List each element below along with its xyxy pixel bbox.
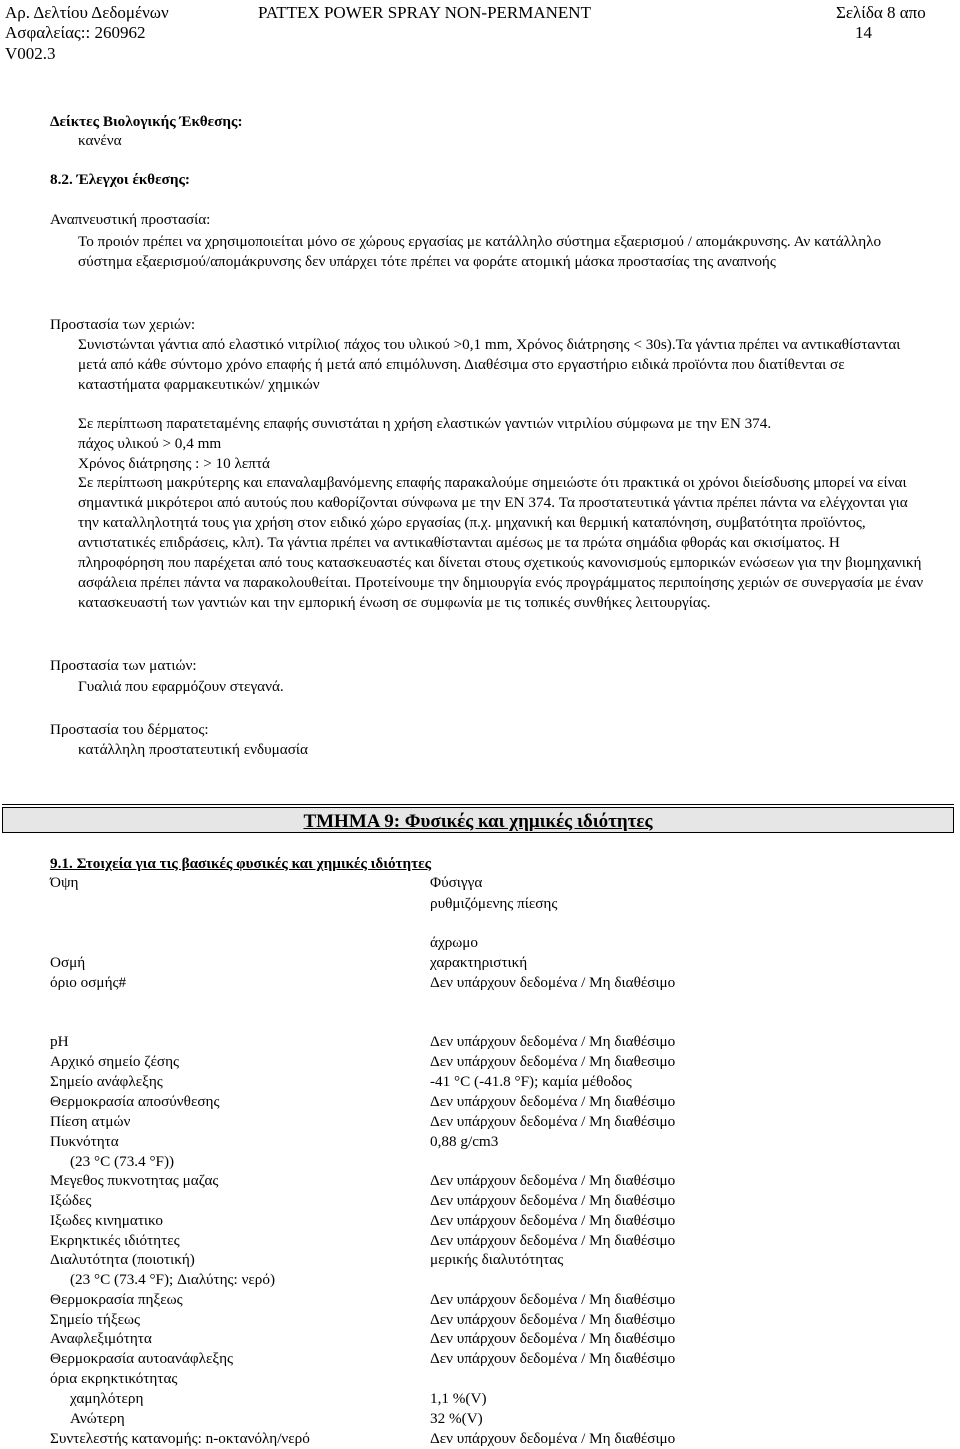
hand-protection-text-5: Σε περίπτωση μακρύτερης και επαναλαμβανόμενης επαφής παρακαλούμε σημειώστε ότι πρακτικά οι χρόνοι διείσδυσης μπορεί να είναι σημαντικά μικρότεροι από αυτούς που καθορίζονται σύνφωνα με την EN 374. Τα προστατευτικά γάντια πρέπει πάντα να ελέγχονται για την καταλληλοτητά τους για χρήση στον ειδικό χώρο εργασίας (π.χ. μηχανική και θερμική καταπόνηση, συμβατότητα προϊόντος, αντιστατικές επιδράσεις, κλπ). Τα γάντια πρέπει να αντικαθίστανται αμέσως με τα πρώτα σημάδια φθοράς και σκισίματος. Η πληροφόρηση που παρέχεται από τους κατασκευαστές και δίνεται στους σχετικούς κανονισμούς εμπορικών ενώσεων για την βιομηχανική ασφάλεια πρέπει πάντα να παρακολουθείται. Προτείνουμε την δημιουργία ενός προγράμματος περιποίησης χεριών σε συνεργασία με έναν κατασκευαστή των γαντιών και την εμπορική ένωση σε συμφωνία με τις τοπικές συνθήκες λειτουργίας. (78, 474, 924, 611)
hand-protection-text-4: Χρόνος διάτρησης : > 10 λεπτά (78, 455, 271, 472)
property-value: 1,1 %(V) (430, 1390, 487, 1407)
property-value: Δεν υπάρχουν δεδομένα / Μη διαθέσιμο (430, 1311, 676, 1328)
eye-protection-label: Προστασία των ματιών: (50, 657, 197, 674)
property-value: μερικής διαλυτότητας (430, 1251, 564, 1268)
section-9-title: ΤΜΗΜΑ 9: Φυσικές και χημικές ιδιότητες (303, 811, 653, 832)
header-document-id: Ασφαλείας:: 260962 (5, 23, 146, 42)
property-label: Πυκνότητα (50, 1133, 119, 1150)
property-label: Πίεση ατμών (50, 1113, 131, 1130)
section-divider-line (2, 804, 954, 805)
property-value: -41 °C (-41.8 °F); καμία μέθοδος (430, 1073, 632, 1090)
property-label: Αρχικό σημείο ζέσης (50, 1053, 180, 1070)
property-value: Δεν υπάρχουν δεδομένα / Μη διαθέσιμο (430, 1093, 676, 1110)
skin-protection-label: Προστασία του δέρματος: (50, 721, 209, 738)
header-product-name: PATTEX POWER SPRAY NON-PERMANENT (258, 3, 591, 22)
header-document-number: Αρ. Δελτίου Δεδομένων (5, 3, 169, 22)
property-value: Δεν υπάρχουν δεδομένα / Μη διαθέσιμο (430, 1192, 676, 1209)
property-label: όρια εκρηκτικότητας (50, 1370, 178, 1387)
hand-protection-text-1: Συνιστώνται γάντια από ελαστικό νιτρίλιο( πάχος του υλικού >0,1 mm, Χρόνος διάτρησης < 30s).Τα γάντια πρέπει να αντικαθίστανται μετά από κάθε σύντομο χρόνο επαφής ή μετά από επιμόλυνση. Διαθέσιμα στο εργαστήριο ειδικά προϊόντα που διατίθενται σε καταστήματα φαρμακευτικών/ χημικών (78, 336, 901, 393)
property-value: Δεν υπάρχουν δεδομένα / Μη διαθέσιμο (430, 1291, 676, 1308)
hand-protection-text-3: πάχος υλικού > 0,4 mm (78, 435, 222, 452)
hand-protection-text-2: Σε περίπτωση παρατεταμένης επαφής συνιστάται η χρήση ελαστικών γαντιών νιτριλίου σύμφωνα με την EN 374. (78, 415, 772, 432)
exposure-controls-heading: 8.2. Έλεγχοι έκθεσης: (50, 171, 190, 188)
bio-indices-value: κανένα (78, 132, 122, 149)
property-label: Διαλυτότητα (ποιοτική) (50, 1251, 195, 1268)
property-label: Σημείο τήξεως (50, 1311, 140, 1328)
respiratory-protection-label: Αναπνευστική προστασία: (50, 211, 211, 228)
property-label: Όψη (50, 874, 79, 891)
property-label: Εκρηκτικές ιδιότητες (50, 1232, 180, 1249)
property-label: Συντελεστής κατανομής: n-οκτανόλη/νερό (50, 1430, 310, 1447)
property-label: Ιξωδες κινηματικο (50, 1212, 163, 1229)
property-label: Οσμή (50, 954, 86, 971)
property-value: ρυθμιζόμενης πίεσης (430, 895, 558, 912)
property-label: Θερμοκρασία πηξεως (50, 1291, 183, 1308)
header-version: V002.3 (5, 44, 56, 63)
property-label: χαμηλότερη (70, 1390, 144, 1407)
property-label: pH (50, 1033, 69, 1050)
property-value: χαρακτηριστική (430, 954, 528, 971)
property-value: Δεν υπάρχουν δεδομένα / Μη διαθέσιμο (430, 1330, 676, 1347)
respiratory-protection-text: Το προιόν πρέπει να χρησιμοποιείται μόνο σε χώρους εργασίας με κατάλληλο σύστημα εξαερισμού / απομάκρυνσης. Αν κατάλληλο σύστημα εξαερισμού/απομάκρυνσης δεν υπάρχει τότε πρέπει να φοράτε ατομική μάσκα προστασίας της αναπνοής (78, 233, 882, 270)
header-page-total: 14 (855, 23, 872, 42)
hand-protection-label: Προστασία των χεριών: (50, 316, 196, 333)
property-value: Δεν υπάρχουν δεδομένα / Μη διαθέσιμο (430, 1172, 676, 1189)
property-label: Ανώτερη (70, 1410, 125, 1427)
property-label: (23 °C (73.4 °F)) (70, 1153, 175, 1170)
property-label: Ιξώδες (50, 1192, 92, 1209)
skin-protection-text: κατάλληλη προστατευτική ενδυμασία (78, 741, 308, 758)
property-label: Αναφλεξιμότητα (50, 1330, 152, 1347)
property-value: άχρωμο (430, 934, 479, 951)
header-page-label: Σελίδα 8 απο (836, 3, 926, 22)
property-label: Θερμοκρασία αυτοανάφλεξης (50, 1350, 234, 1367)
property-value: Δεν υπάρχουν δεδομένα / Μη διαθέσιμο (430, 974, 676, 991)
property-value: Δεν υπάρχουν δεδομένα / Μη διαθέσιμο (430, 1232, 676, 1249)
property-value: Δεν υπάρχουν δεδομένα / Μη διαθέσιμο (430, 1033, 676, 1050)
property-label: Θερμοκρασία αποσύνθεσης (50, 1093, 220, 1110)
property-value: Δεν υπάρχουν δεδομένα / Μη διαθέσιμο (430, 1430, 676, 1447)
property-label: Μεγεθος πυκνοτητας μαζας (50, 1172, 219, 1189)
property-value: 32 %(V) (430, 1410, 483, 1427)
property-label: (23 °C (73.4 °F); Διαλύτης: νερό) (70, 1271, 276, 1288)
property-value: Δεν υπάρχουν δεδομένα / Μη διαθέσιμο (430, 1212, 676, 1229)
property-value: Φύσιγγα (430, 874, 483, 891)
section-9-title-wrapper (3, 810, 953, 835)
section-9-banner (2, 807, 954, 833)
property-label: Σημείο ανάφλεξης (50, 1073, 163, 1090)
property-value: Δεν υπάρχουν δεδομένα / Μη διαθέσιμο (430, 1113, 676, 1130)
property-label: όριο οσμής# (50, 974, 127, 991)
property-value: 0,88 g/cm3 (430, 1133, 499, 1150)
eye-protection-text: Γυαλιά που εφαρμόζουν στεγανά. (78, 678, 284, 695)
bio-indices-heading: Δείκτες Βιολογικής Έκθεσης: (50, 113, 243, 130)
section-9-1-heading: 9.1. Στοιχεία για τις βασικές φυσικές και χημικές ιδιότητες (50, 855, 432, 872)
property-value: Δεν υπάρχουν δεδομένα / Μη διαθεσιμο (430, 1053, 676, 1070)
property-value: Δεν υπάρχουν δεδομένα / Μη διαθέσιμο (430, 1350, 676, 1367)
